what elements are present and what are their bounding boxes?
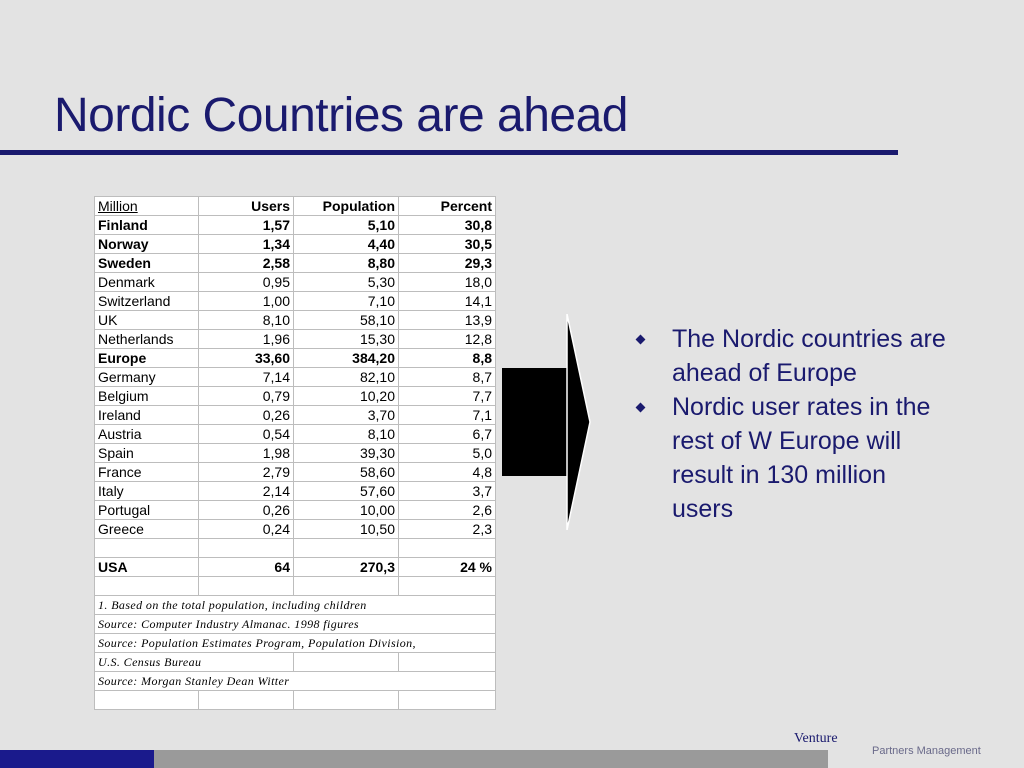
table-row — [95, 330, 496, 349]
table-row — [95, 311, 496, 330]
table-cell: 8,10 — [294, 425, 399, 444]
table-row — [95, 349, 496, 368]
footnote-row — [95, 596, 496, 615]
table-cell: 57,60 — [294, 482, 399, 501]
table-cell: 12,8 — [399, 330, 496, 349]
footnote-text: Source: Morgan Stanley Dean Witter — [95, 672, 496, 691]
internet-users-table — [94, 196, 496, 710]
table-row — [95, 254, 496, 273]
table-cell: 1,98 — [199, 444, 294, 463]
table-cell: 58,10 — [294, 311, 399, 330]
table-cell: 5,10 — [294, 216, 399, 235]
table-row — [95, 387, 496, 406]
table-cell: Belgium — [95, 387, 199, 406]
table-row — [95, 482, 496, 501]
table-row — [95, 406, 496, 425]
table-cell: 5,0 — [399, 444, 496, 463]
table-cell: 7,1 — [399, 406, 496, 425]
table-cell: UK — [95, 311, 199, 330]
bullet-list — [634, 322, 954, 526]
table-cell: 29,3 — [399, 254, 496, 273]
footer-accent-bar — [0, 750, 154, 768]
table-cell: 0,95 — [199, 273, 294, 292]
table-cell: 14,1 — [399, 292, 496, 311]
bullet-item — [634, 390, 954, 526]
table-cell: Portugal — [95, 501, 199, 520]
table-cell: USA — [95, 558, 199, 577]
table-cell: 7,7 — [399, 387, 496, 406]
table-cell — [294, 691, 399, 710]
table-cell: 0,54 — [199, 425, 294, 444]
table-cell — [199, 577, 294, 596]
table-cell — [294, 539, 399, 558]
table-cell: Austria — [95, 425, 199, 444]
footnote-row — [95, 615, 496, 634]
brand-subtitle: Partners Management — [872, 745, 981, 757]
diamond-bullet-icon — [636, 335, 646, 345]
table-cell — [399, 691, 496, 710]
table-cell: 3,7 — [399, 482, 496, 501]
table-cell: Norway — [95, 235, 199, 254]
table-cell: 0,79 — [199, 387, 294, 406]
table-cell: 8,10 — [199, 311, 294, 330]
table-row — [95, 463, 496, 482]
table-cell: 0,26 — [199, 406, 294, 425]
table-cell: 10,20 — [294, 387, 399, 406]
table-row — [95, 501, 496, 520]
table-cell — [95, 691, 199, 710]
footnote-text: 1. Based on the total population, including children — [95, 596, 496, 615]
table-cell — [399, 539, 496, 558]
footnote-text: U.S. Census Bureau — [95, 653, 294, 672]
bullet-text: Nordic user rates in the rest of W Europe will result in 130 million users — [672, 393, 931, 523]
table-cell: 2,3 — [399, 520, 496, 539]
table-cell: 30,5 — [399, 235, 496, 254]
table-row — [95, 273, 496, 292]
footnote-row — [95, 653, 496, 672]
column-header: Million — [95, 197, 199, 216]
table-cell: 8,80 — [294, 254, 399, 273]
table-cell — [95, 577, 199, 596]
table-cell: 0,26 — [199, 501, 294, 520]
footer-bar — [154, 750, 828, 768]
table-row — [95, 520, 496, 539]
footnote-text: Source: Computer Industry Almanac. 1998 figures — [95, 615, 496, 634]
table-row — [95, 368, 496, 387]
table-cell: Denmark — [95, 273, 199, 292]
table-cell: 1,96 — [199, 330, 294, 349]
brand-name: Venture — [794, 731, 838, 746]
table-cell: Germany — [95, 368, 199, 387]
table-cell: 2,79 — [199, 463, 294, 482]
footnote-text: Source: Population Estimates Program, Population Division, — [95, 634, 496, 653]
table-cell: 2,14 — [199, 482, 294, 501]
table-cell: 13,9 — [399, 311, 496, 330]
table-row — [95, 292, 496, 311]
footnote-row — [95, 672, 496, 691]
table-cell: Switzerland — [95, 292, 199, 311]
diamond-bullet-icon — [636, 403, 646, 413]
table-cell — [95, 539, 199, 558]
table-cell: 384,20 — [294, 349, 399, 368]
table-cell: 4,8 — [399, 463, 496, 482]
table-cell: Ireland — [95, 406, 199, 425]
table-cell: 7,10 — [294, 292, 399, 311]
table-header-row — [95, 197, 496, 216]
bullet-text: The Nordic countries are ahead of Europe — [672, 325, 946, 387]
table-cell: 1,00 — [199, 292, 294, 311]
table-cell: 18,0 — [399, 273, 496, 292]
right-arrow-icon — [500, 314, 592, 530]
footnote-row — [95, 634, 496, 653]
table-cell: 10,00 — [294, 501, 399, 520]
table-cell: Italy — [95, 482, 199, 501]
table-cell: Sweden — [95, 254, 199, 273]
column-header: Users — [199, 197, 294, 216]
table-cell: 0,24 — [199, 520, 294, 539]
column-header: Population — [294, 197, 399, 216]
table-cell: Netherlands — [95, 330, 199, 349]
table-cell — [199, 691, 294, 710]
table-cell: 270,3 — [294, 558, 399, 577]
bullet-item — [634, 322, 954, 390]
table-row — [95, 558, 496, 577]
title-underline — [0, 150, 898, 155]
table-row — [95, 425, 496, 444]
table-cell: 39,30 — [294, 444, 399, 463]
table-cell: 5,30 — [294, 273, 399, 292]
table-cell: 3,70 — [294, 406, 399, 425]
table-row — [95, 577, 496, 596]
table-cell: 2,58 — [199, 254, 294, 273]
table-row — [95, 539, 496, 558]
column-header: Percent — [399, 197, 496, 216]
table-cell: 7,14 — [199, 368, 294, 387]
table-cell: 4,40 — [294, 235, 399, 254]
table-cell — [399, 653, 496, 672]
table-cell: 1,57 — [199, 216, 294, 235]
table-cell: 33,60 — [199, 349, 294, 368]
table-cell: 58,60 — [294, 463, 399, 482]
table-row — [95, 691, 496, 710]
table-cell — [399, 577, 496, 596]
table-cell: 8,7 — [399, 368, 496, 387]
table-cell: Finland — [95, 216, 199, 235]
table-cell — [199, 539, 294, 558]
table-row — [95, 216, 496, 235]
table-cell: 24 % — [399, 558, 496, 577]
slide-title: Nordic Countries are ahead — [54, 89, 628, 142]
table-cell: Spain — [95, 444, 199, 463]
table-cell: 1,34 — [199, 235, 294, 254]
table-cell — [294, 653, 399, 672]
table-cell: Europe — [95, 349, 199, 368]
table-cell: 2,6 — [399, 501, 496, 520]
table-cell: Greece — [95, 520, 199, 539]
table-row — [95, 235, 496, 254]
table-row — [95, 444, 496, 463]
table-cell: 64 — [199, 558, 294, 577]
table-cell — [294, 577, 399, 596]
table-cell: 10,50 — [294, 520, 399, 539]
table-cell: 8,8 — [399, 349, 496, 368]
table-cell: 30,8 — [399, 216, 496, 235]
table-cell: 82,10 — [294, 368, 399, 387]
table-cell: 6,7 — [399, 425, 496, 444]
table-cell: France — [95, 463, 199, 482]
table-cell: 15,30 — [294, 330, 399, 349]
